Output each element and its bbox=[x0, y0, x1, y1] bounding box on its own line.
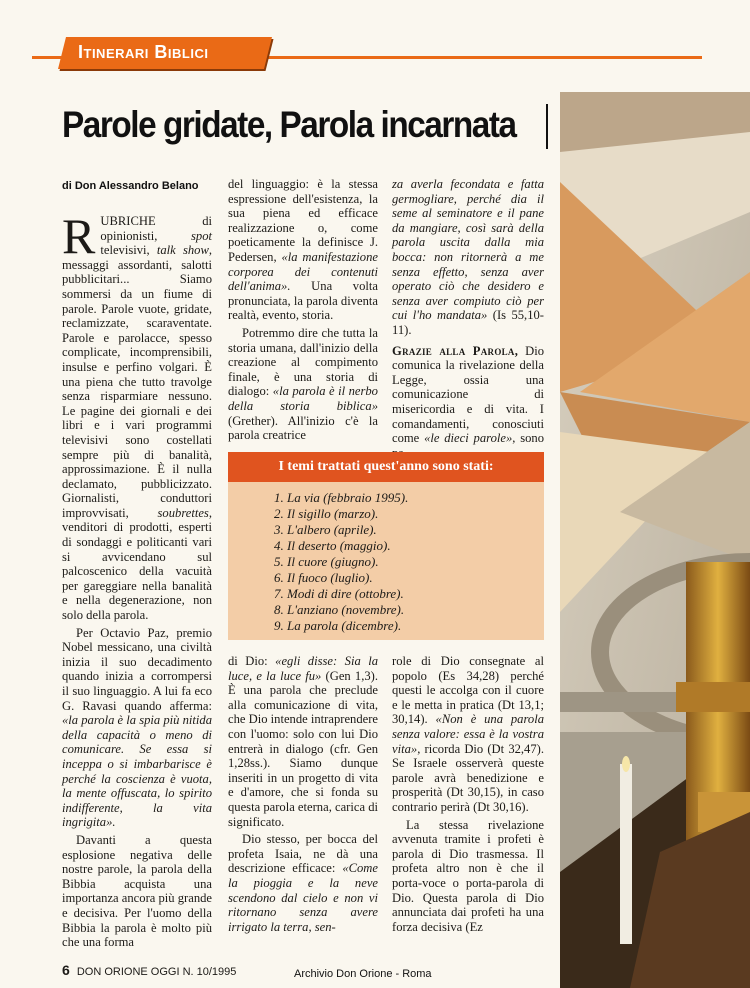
column-5 bbox=[392, 654, 544, 937]
paragraph: za averla fecondata e fatta germogliare, perché dia il seme al seminatore e il pane da mangiare, così sarà della parola uscita dalla mia bocca: non ritornerà a me senza effetto, senza aver operato ciò che desidero e senza aver compiuto ciò per cui l'ho mandata» (Is 55,10-11). bbox=[392, 177, 544, 337]
column-2 bbox=[228, 177, 378, 446]
paragraph: La stessa rivelazione avvenuta tramite i profeti è parola di Dio trasmessa. Il profeta altro non è che il porta-voce o porta-parola di Dio. Questa parola di Dio annunciata dai profeti ha una forza decisiva (Ez bbox=[392, 817, 544, 934]
paragraph: Davanti a questa esplosione negativa delle nostre parole, la parola della Bibbia acquista una importanza ancora più grande e decisiva. Per l'uomo della Bibbia la parola è molto più che una forma bbox=[62, 832, 213, 950]
photo-illustration bbox=[560, 92, 750, 988]
paragraph: Potremmo dire che tutta la storia umana, dall'inizio della creazione al compimento finale, è una storia di dialogo: «la parola è il nerbo della storia biblica» (Grether). All'inizio c'è la parola creatrice bbox=[228, 325, 378, 443]
topic-item: 2. Il sigillo (marzo). bbox=[274, 506, 379, 521]
page-number: 6 bbox=[62, 962, 70, 978]
paragraph: di Dio: «egli disse: Sia la luce, e la luce fu» (Gen 1,3). È una parola che preclude alla comunicazione di vita, che Dio intende intraprendere con l'uomo: solo con lui Dio entrerà in dialogo (cfr. Gen 1,28ss.). Siamo dunque inseriti in un progetto di vita e d'amore, che si fonda su questa parola eterna, carica di significato. bbox=[228, 654, 379, 829]
topic-item: 3. L'albero (aprile). bbox=[274, 522, 377, 537]
section-label: Itinerari Biblici bbox=[78, 42, 209, 62]
paragraph: del linguaggio: è la stessa espressione dell'esistenza, la sua piena ed efficace realizzazione o, come poeticamente la definisce J. Pedersen, «la manifestazione corporea dei contenuti dell'anima». Una volta pronunciata, la parola diventa realtà, evento, storia. bbox=[228, 177, 378, 323]
topic-item: 9. La parola (dicembre). bbox=[274, 618, 402, 633]
page-footer bbox=[62, 962, 236, 978]
topic-item: 5. Il cuore (giugno). bbox=[274, 554, 379, 569]
topics-list bbox=[274, 490, 408, 634]
column-3 bbox=[392, 177, 544, 463]
paragraph: Dio stesso, per bocca del profeta Isaia, ne dà una descrizione efficace: «Come la pioggia e la neve scendono dal cielo e non vi ritornano senza avere irrigato la terra, sen- bbox=[228, 832, 378, 934]
church-floor-photo bbox=[560, 92, 750, 988]
drop-cap: R bbox=[62, 208, 96, 264]
byline: di Don Alessandro Belano bbox=[62, 180, 199, 192]
topic-item: 8. L'anziano (novembre). bbox=[274, 602, 405, 617]
paragraph: role di Dio consegnate al popolo (Es 34,28) perché questi le accolga con il cuore e le metta in pratica (Dt 13,1; 30,14). «Non è una parola senza valore: essa è la vostra vita», ricorda Dio (Dt 32,47). Se Israele osserverà queste parole avrà benedizione e prosperità (Dt 30,15), in caso contrario perirà (Dt 30,16). bbox=[392, 654, 545, 814]
magazine-issue: DON ORIONE OGGI N. 10/1995 bbox=[76, 966, 237, 978]
topic-item: 4. Il deserto (maggio). bbox=[274, 538, 391, 553]
column-1 bbox=[62, 208, 213, 953]
title-rule bbox=[546, 104, 548, 149]
topic-item: 1. La via (febbraio 1995). bbox=[274, 490, 409, 505]
topic-item: 7. Modi di dire (ottobre). bbox=[274, 586, 404, 601]
topics-heading: I temi trattati quest'anno sono stati: bbox=[228, 452, 544, 482]
archive-credit: Archivio Don Orione - Roma bbox=[294, 968, 432, 980]
column-4 bbox=[228, 654, 378, 937]
topics-box bbox=[228, 452, 544, 640]
article-title: Parole gridate, Parola incarnata bbox=[62, 104, 516, 145]
paragraph: RUBRICHE di opinionisti, spot televisivi, talk show, messaggi assordanti, salotti pubblicitari... Siamo sommersi da un fiume di parole. Parole vuote, gridate, reclamizzate, scaraventate. Parole e parolacce, spesso complicate, incomprensibili, insulse e perfino volgari. È una piena che tutto travolge senza risparmiare nessuno. Le pagine dei giornali e dei libri e i vari programmi televisivi sono costellati sempre più di banalità, approssimazione. È il nulla declamato, pubblicizzato. Giornalisti, conduttori improvvisati, soubrettes, venditori di prodotti, esperti di sondaggi e politicanti vari si avvicendano sul palcoscenico della vacuità per gareggiare nella banalità e nella degenerazione, non solo della parola. bbox=[62, 208, 212, 623]
paragraph: Per Octavio Paz, premio Nobel messicano, una civiltà inizia il suo decadimento quando inizia a corrompersi il suo linguaggio. A lui fa eco G. Ravasi quando afferma: «la parola è la spia più nitida della capacità o meno di comunicare. Se essa si inceppa o si imbarbarisce è perché la coscienza è vuota, la mente offuscata, lo spirito indifferente, la vita ingrigita». bbox=[62, 625, 212, 830]
paragraph: Grazie alla Parola, Dio comunica la rivelazione della Legge, ossia una comunicazione di misericordia e di vita. I comandamenti, conosciuti come «le dieci parole», sono bbox=[392, 343, 544, 446]
topic-item: 6. Il fuoco (luglio). bbox=[274, 570, 373, 585]
